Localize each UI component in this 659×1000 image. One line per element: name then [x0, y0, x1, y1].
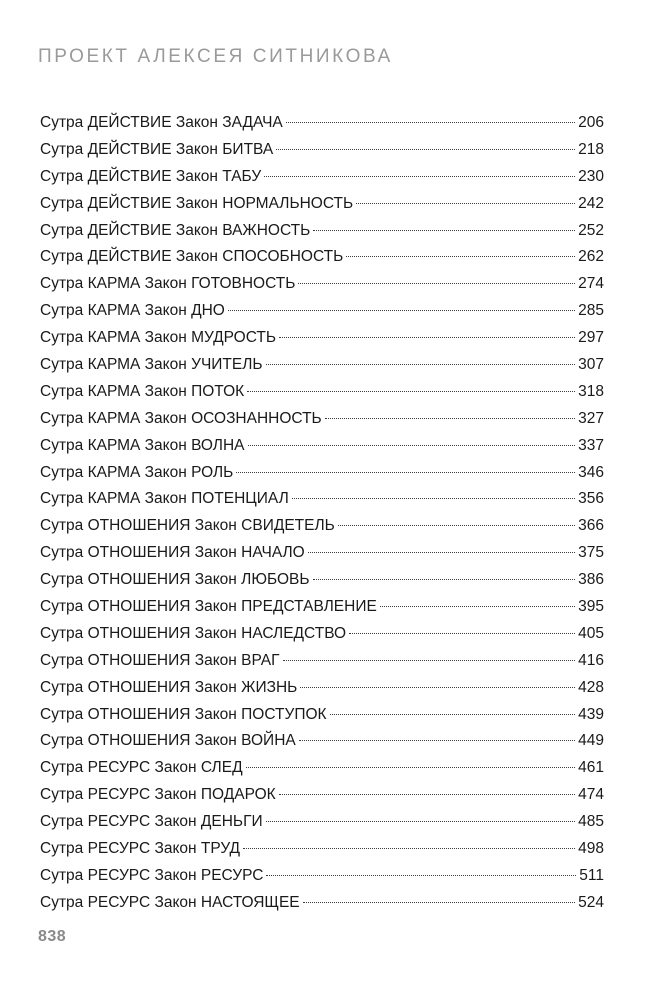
toc-entry — [40, 728, 604, 755]
toc-entry-page: 511 — [579, 866, 604, 884]
toc-entry-title: Сутра РЕСУРС Закон НАСТОЯЩЕЕ — [40, 893, 300, 911]
toc-dot-leader — [266, 364, 576, 365]
toc-dot-leader — [279, 337, 575, 338]
toc-dot-leader — [380, 606, 575, 607]
toc-entry-title: Сутра ДЕЙСТВИЕ Закон СПОСОБНОСТЬ — [40, 248, 344, 266]
toc-entry-title: Сутра КАРМА Закон МУДРОСТЬ — [40, 329, 277, 347]
toc-dot-leader — [300, 687, 575, 688]
toc-entry — [40, 648, 604, 675]
toc-dot-leader — [349, 633, 575, 634]
toc-entry — [40, 486, 604, 513]
toc-dot-leader — [313, 579, 576, 580]
toc-entry-title: Сутра РЕСУРС Закон РЕСУРС — [40, 866, 264, 884]
toc-entry-page: 337 — [578, 436, 604, 454]
toc-entry-page: 297 — [578, 329, 604, 347]
toc-dot-leader — [303, 902, 575, 903]
toc-entry-page: 461 — [578, 759, 604, 777]
toc-dot-leader — [279, 794, 575, 795]
toc-entry-title: Сутра ОТНОШЕНИЯ Закон СВИДЕТЕЛЬ — [40, 517, 335, 535]
toc-dot-leader — [266, 875, 576, 876]
toc-dot-leader — [283, 660, 576, 661]
toc-entry — [40, 164, 604, 191]
toc-entry-page: 405 — [578, 624, 604, 642]
toc-entry-page: 416 — [578, 651, 604, 669]
toc-entry-page: 218 — [578, 140, 604, 158]
toc-entry-page: 485 — [578, 813, 604, 831]
toc-entry — [40, 782, 604, 809]
toc-entry — [40, 755, 604, 782]
toc-entry-title: Сутра КАРМА Закон ВОЛНА — [40, 436, 245, 454]
toc-dot-leader — [338, 525, 575, 526]
toc-entry-title: Сутра ДЕЙСТВИЕ Закон ВАЖНОСТЬ — [40, 221, 311, 239]
toc-entry-title: Сутра ОТНОШЕНИЯ Закон ВОЙНА — [40, 732, 296, 750]
toc-entry-page: 262 — [578, 248, 604, 266]
toc-entry-page: 356 — [578, 490, 604, 508]
toc-entry-page: 395 — [578, 598, 604, 616]
toc-dot-leader — [236, 472, 575, 473]
toc-entry-page: 428 — [578, 678, 604, 696]
toc-entry — [40, 863, 604, 890]
toc-entry-page: 206 — [578, 114, 604, 131]
toc-entry-title: Сутра ДЕЙСТВИЕ Закон НОРМАЛЬНОСТЬ — [40, 194, 354, 212]
toc-entry-title: Сутра РЕСУРС Закон ДЕНЬГИ — [40, 813, 263, 831]
toc-entry-page: 474 — [578, 786, 604, 804]
toc-entry-title: Сутра КАРМА Закон ОСОЗНАННОСТЬ — [40, 409, 322, 427]
toc-entry — [40, 191, 604, 218]
toc-entry — [40, 809, 604, 836]
toc-entry — [40, 836, 604, 863]
toc-entry-page: 449 — [578, 732, 604, 750]
toc-entry-title: Сутра РЕСУРС Закон ТРУД — [40, 840, 240, 858]
toc-entry-page: 252 — [578, 221, 604, 239]
toc-entry — [40, 298, 604, 325]
toc-dot-leader — [292, 498, 575, 499]
toc-entry — [40, 218, 604, 245]
toc-entry-page: 386 — [578, 571, 604, 589]
toc-dot-leader — [264, 176, 575, 177]
toc-dot-leader — [248, 445, 576, 446]
toc-dot-leader — [266, 821, 576, 822]
toc-entry-title: Сутра КАРМА Закон ДНО — [40, 302, 225, 320]
running-header: ПРОЕКТ АЛЕКСЕЯ СИТНИКОВА — [38, 46, 393, 67]
toc-entry — [40, 110, 604, 137]
toc-dot-leader — [346, 256, 575, 257]
toc-dot-leader — [330, 714, 576, 715]
toc-entry-title: Сутра КАРМА Закон РОЛЬ — [40, 463, 234, 481]
toc-entry — [40, 325, 604, 352]
toc-dot-leader — [325, 418, 575, 419]
toc-entry-title: Сутра ОТНОШЕНИЯ Закон ПОСТУПОК — [40, 705, 327, 723]
toc-dot-leader — [298, 283, 575, 284]
toc-dot-leader — [247, 391, 575, 392]
toc-entry-page: 274 — [578, 275, 604, 293]
toc-dot-leader — [308, 552, 575, 553]
toc-entry-title: Сутра ОТНОШЕНИЯ Закон НАЧАЛО — [40, 544, 305, 562]
toc-entry — [40, 460, 604, 487]
toc-entry — [40, 594, 604, 621]
toc-entry-title: Сутра КАРМА Закон ГОТОВНОСТЬ — [40, 275, 296, 293]
toc-entry-page: 375 — [578, 544, 604, 562]
toc-entry-page: 230 — [578, 167, 604, 185]
toc-entry-page: 366 — [578, 517, 604, 535]
toc-entry-page: 318 — [578, 382, 604, 400]
toc-dot-leader — [246, 767, 576, 768]
toc-entry-title: Сутра ОТНОШЕНИЯ Закон ЛЮБОВЬ — [40, 571, 310, 589]
toc-entry — [40, 406, 604, 433]
toc-entry-title: Сутра КАРМА Закон УЧИТЕЛЬ — [40, 356, 263, 374]
toc-entry-title: Сутра ДЕЙСТВИЕ Закон ТАБУ — [40, 167, 262, 185]
page-number: 838 — [38, 928, 67, 945]
toc-dot-leader — [228, 310, 575, 311]
toc-entry — [40, 244, 604, 271]
toc-entry-page: 327 — [578, 409, 604, 427]
toc-entry — [40, 271, 604, 298]
toc-entry-page: 285 — [578, 302, 604, 320]
table-of-contents — [40, 110, 604, 917]
toc-entry-title: Сутра РЕСУРС Закон СЛЕД — [40, 759, 243, 777]
toc-entry-page: 524 — [578, 893, 604, 911]
toc-dot-leader — [243, 848, 575, 849]
toc-entry-page: 346 — [578, 463, 604, 481]
toc-entry — [40, 137, 604, 164]
toc-entry-title: Сутра КАРМА Закон ПОТЕНЦИАЛ — [40, 490, 289, 508]
toc-entry-title: Сутра КАРМА Закон ПОТОК — [40, 382, 245, 400]
toc-entry-title: Сутра ОТНОШЕНИЯ Закон ВРАГ — [40, 651, 280, 669]
toc-entry-title: Сутра ОТНОШЕНИЯ Закон НАСЛЕДСТВО — [40, 624, 347, 642]
toc-dot-leader — [356, 203, 575, 204]
toc-entry-title: Сутра ОТНОШЕНИЯ Закон ПРЕДСТАВЛЕНИЕ — [40, 598, 377, 616]
toc-entry — [40, 433, 604, 460]
toc-entry-page: 242 — [578, 194, 604, 212]
toc-entry — [40, 540, 604, 567]
toc-entry-page: 439 — [578, 705, 604, 723]
toc-entry-page: 307 — [578, 356, 604, 374]
toc-dot-leader — [286, 122, 575, 123]
toc-dot-leader — [299, 740, 575, 741]
toc-entry — [40, 675, 604, 702]
toc-entry-title: Сутра ОТНОШЕНИЯ Закон ЖИЗНЬ — [40, 678, 298, 696]
toc-entry — [40, 890, 604, 917]
toc-entry — [40, 567, 604, 594]
toc-dot-leader — [276, 149, 575, 150]
toc-entry-page: 498 — [578, 840, 604, 858]
toc-entry-title: Сутра ДЕЙСТВИЕ Закон ЗАДАЧА — [40, 114, 283, 131]
toc-entry — [40, 702, 604, 729]
toc-entry — [40, 621, 604, 648]
toc-entry — [40, 379, 604, 406]
toc-entry — [40, 513, 604, 540]
toc-entry-title: Сутра РЕСУРС Закон ПОДАРОК — [40, 786, 276, 804]
toc-entry-title: Сутра ДЕЙСТВИЕ Закон БИТВА — [40, 140, 274, 158]
toc-dot-leader — [313, 230, 575, 231]
toc-entry — [40, 352, 604, 379]
